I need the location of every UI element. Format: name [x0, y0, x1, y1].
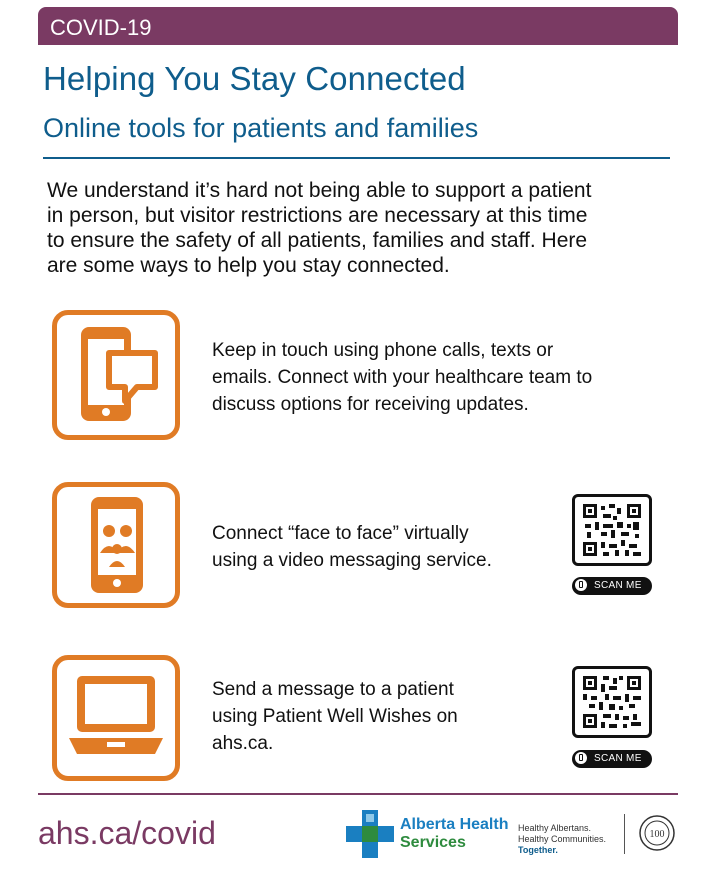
item-line: emails. Connect with your healthcare team to — [212, 367, 593, 388]
page-title: Helping You Stay Connected — [43, 60, 466, 97]
org-tagline — [518, 823, 606, 856]
scan-me-badge-wishes — [572, 750, 652, 768]
org-name — [400, 816, 508, 852]
intro-paragraph — [47, 178, 677, 278]
qr-code-video[interactable] — [572, 494, 652, 566]
qr-code-icon — [583, 676, 641, 728]
org-name-line: Alberta Health — [400, 816, 509, 833]
qr-code-wishes[interactable] — [572, 666, 652, 738]
item-video-text — [212, 520, 492, 574]
footer-divider — [38, 793, 678, 795]
intro-line: in person, but visitor restrictions are necessary at this time — [47, 204, 588, 227]
scan-me-label: SCAN ME — [594, 753, 642, 764]
intro-line: are some ways to help you stay connected. — [47, 254, 450, 277]
item-phone-text — [212, 337, 592, 418]
item-line: Keep in touch using phone calls, texts or — [212, 340, 554, 361]
header-bar — [38, 7, 678, 45]
intro-line: We understand it’s hard not being able to support a patient — [47, 179, 592, 202]
item-line: using Patient Well Wishes on — [212, 706, 458, 727]
ahs-cross-logo-icon — [346, 810, 394, 858]
item-line: discuss options for receiving updates. — [212, 394, 529, 415]
item-laptop-text — [212, 676, 458, 757]
qr-code-icon — [583, 504, 641, 556]
header-tag: COVID-19 — [50, 15, 152, 40]
scan-me-label: SCAN ME — [594, 580, 642, 591]
phone-icon — [575, 752, 587, 764]
item-line: using a video messaging service. — [212, 550, 492, 571]
item-line: Send a message to a patient — [212, 679, 454, 700]
org-name-line: Services — [400, 834, 466, 851]
scan-me-badge-video — [572, 577, 652, 595]
footer-url[interactable]: ahs.ca/covid — [38, 815, 216, 851]
item-line: ahs.ca. — [212, 733, 274, 754]
video-call-tile — [52, 482, 180, 608]
phone-icon — [575, 579, 587, 591]
laptop-icon — [57, 660, 175, 776]
intro-line: to ensure the safety of all patients, families and staff. Here — [47, 229, 588, 252]
seal-number: 100 — [649, 829, 665, 840]
footer-separator — [624, 814, 625, 854]
phone-chat-tile — [52, 310, 180, 440]
tagline-line: Healthy Albertans. — [518, 823, 592, 833]
item-line: Connect “face to face” virtually — [212, 523, 469, 544]
tagline-line: Healthy Communities. — [518, 834, 607, 844]
tagline-line: Together. — [518, 845, 558, 855]
video-call-icon — [57, 487, 175, 603]
page-subtitle: Online tools for patients and families — [43, 113, 479, 143]
award-seal-icon — [638, 812, 676, 854]
phone-chat-icon — [57, 315, 175, 435]
title-divider — [43, 157, 670, 159]
laptop-tile — [52, 655, 180, 781]
